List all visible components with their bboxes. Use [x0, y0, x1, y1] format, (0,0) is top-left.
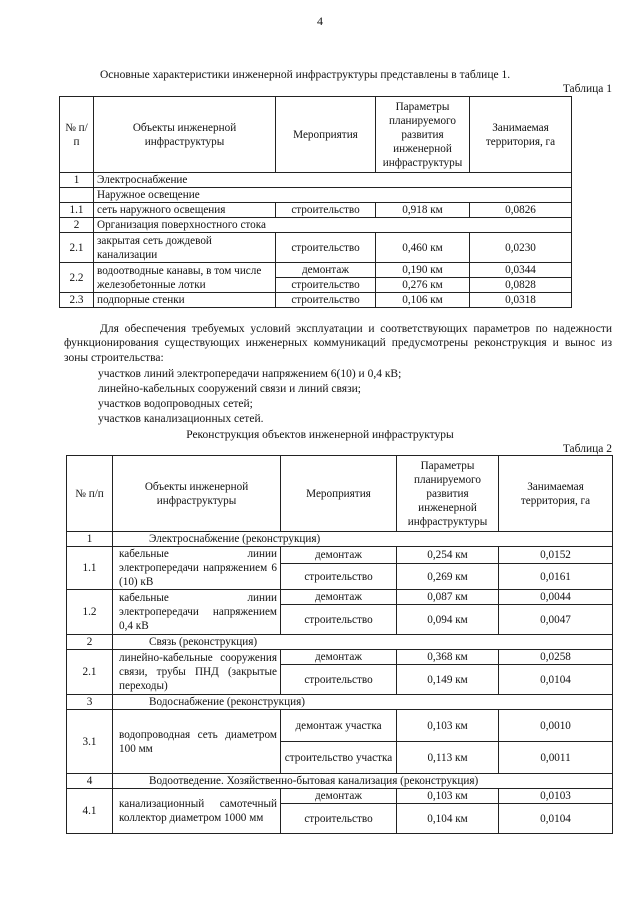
section-row: 3 Водоснабжение (реконструкция): [67, 695, 613, 710]
table-header-row: [67, 456, 613, 532]
table-row: 2.3 подпорные стенки строительство 0,106 км 0,0318: [60, 293, 572, 308]
intro-text: Основные характеристики инженерной инфраструктуры представлены в таблице 1.: [100, 69, 511, 81]
list-item: линейно-кабельных сооружений связи и линий связи;: [98, 383, 361, 395]
subsection-row: [60, 188, 572, 203]
table-row: строительство 0,269 км 0,0161: [67, 564, 613, 590]
header-object: Объекты инженерной инфраструктуры: [94, 97, 276, 173]
paragraph: Для обеспечения требуемых условий эксплуатации и соответствующих параметров по надежности функционирования существующих инженерных коммуникаций предусмотрены реконструкция и вынос из зоны строительства:: [64, 323, 612, 364]
table-row: 4.1 канализационный самотечный коллектор диаметром 1000 мм демонтаж 0,103 км 0,0103: [67, 789, 613, 804]
header-area: Занимаемая территория, га: [499, 456, 613, 532]
table-row: строительство 0,104 км 0,0104: [67, 804, 613, 834]
table-header-row: [60, 97, 572, 173]
table-row: 1.2 кабельные линии электропередачи напряжением 0,4 кВ демонтаж 0,087 км 0,0044: [67, 590, 613, 605]
table1-label: Таблица 1: [562, 83, 612, 95]
table-row: строительство 0,149 км 0,0104: [67, 665, 613, 695]
section-row: 2 Связь (реконструкция): [67, 635, 613, 650]
table-row: 1.1 сеть наружного освещения строительство 0,918 км 0,0826: [60, 203, 572, 218]
header-params: Параметры планируемого развития инженерной инфраструктуры: [376, 97, 470, 173]
table2-label: Таблица 2: [562, 443, 612, 455]
table-2: [66, 455, 613, 834]
table2-title: Реконструкция объектов инженерной инфраструктуры: [186, 429, 454, 441]
section-number: 1: [60, 173, 94, 188]
header-action: Мероприятия: [276, 97, 376, 173]
subsection-title: Наружное освещение: [94, 188, 572, 203]
table-row: строительство 0,276 км 0,0828: [60, 278, 572, 293]
list-item: участков водопроводных сетей;: [98, 398, 253, 410]
list-item: участков линий электропередачи напряжением 6(10) и 0,4 кВ;: [98, 368, 402, 380]
section-row: [60, 173, 572, 188]
header-action: Мероприятия: [281, 456, 397, 532]
table-row: 2.1 линейно-кабельные сооружения связи, трубы ПНД (закрытые переходы) демонтаж 0,368 км 0,0258: [67, 650, 613, 665]
table-row: 3.1 водопроводная сеть диаметром 100 мм демонтаж участка 0,103 км 0,0010: [67, 710, 613, 742]
table-row: 1.1 кабельные линии электропередачи напряжением 6 (10) кВ демонтаж 0,254 км 0,0152: [67, 547, 613, 564]
table-1: [59, 96, 572, 308]
header-params: Параметры планируемого развития инженерной инфраструктуры: [397, 456, 499, 532]
header-area: Занимаемая территория, га: [470, 97, 572, 173]
header-num: № п/п: [60, 97, 94, 173]
table-row: строительство участка 0,113 км 0,0011: [67, 742, 613, 774]
header-object: Объекты инженерной инфраструктуры: [113, 456, 281, 532]
page-number: 4: [317, 14, 323, 28]
section-title: Электроснабжение: [94, 173, 572, 188]
list-item: участков канализационных сетей.: [98, 413, 264, 425]
header-num: № п/п: [67, 456, 113, 532]
section-row: 1 Электроснабжение (реконструкция): [67, 532, 613, 547]
section-row: 2 Организация поверхностного стока: [60, 218, 572, 233]
table-row: 2.2 водоотводные канавы, в том числе железобетонные лотки демонтаж 0,190 км 0,0344: [60, 263, 572, 278]
table-row: 2.1 закрытая сеть дождевой канализации строительство 0,460 км 0,0230: [60, 233, 572, 263]
table-row: строительство 0,094 км 0,0047: [67, 605, 613, 635]
section-row: 4 Водоотведение. Хозяйственно-бытовая канализация (реконструкция): [67, 774, 613, 789]
